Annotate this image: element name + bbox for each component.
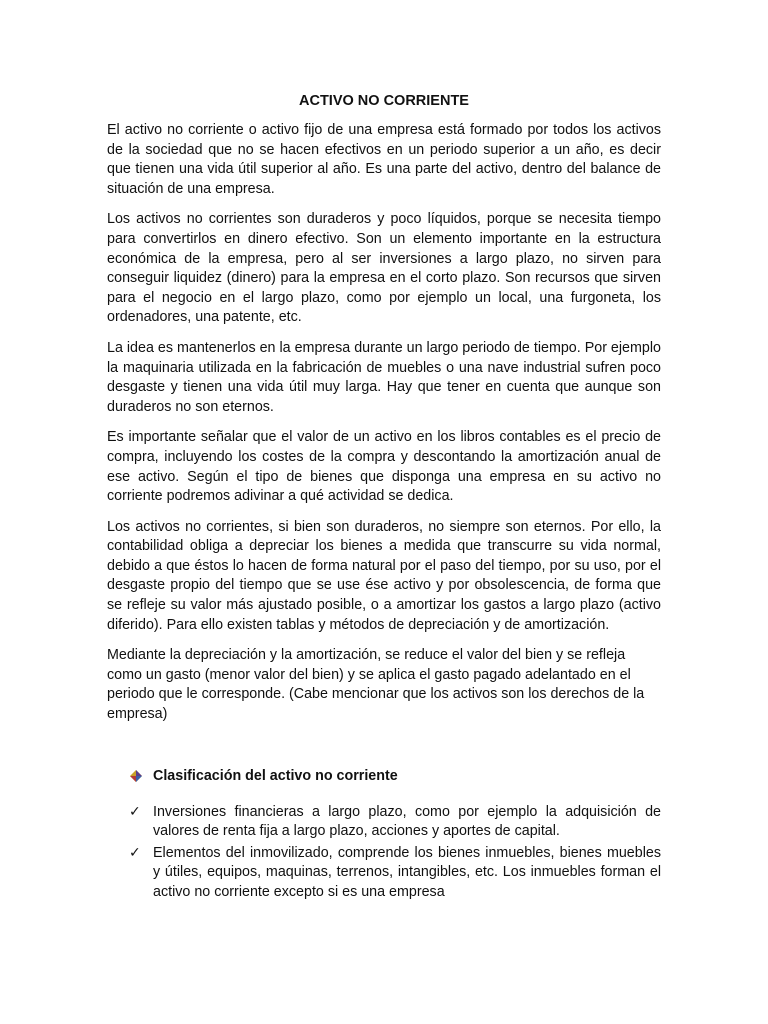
list-item-text: Inversiones financieras a largo plazo, como por ejemplo la adquisición de valores de renta fija a largo plazo, acciones y aportes de capital. <box>153 803 661 840</box>
checkmark-icon: ✓ <box>129 844 141 861</box>
checkmark-icon: ✓ <box>129 803 141 820</box>
diamond-bullet-icon <box>129 769 143 783</box>
list-item-text: Elementos del inmovilizado, comprende los bienes inmuebles, bienes muebles y útiles, equipos, maquinas, terrenos, intangibles, etc. Los inmuebles forman el activo no corriente excepto si es una empresa <box>153 844 661 900</box>
list-item <box>129 803 661 842</box>
paragraph-6: Mediante la depreciación y la amortización, se reduce el valor del bien y se refleja como un gasto (menor valor del bien) y se aplica el gasto pagado adelantado en el periodo que le corresponde. (Cabe mencionar que los activos son los derechos de la empresa) <box>107 647 645 723</box>
paragraph-4: Es importante señalar que el valor de un activo en los libros contables es el precio de compra, incluyendo los costes de la compra y descontando la amortización anual de ese activo. Según el tipo de bienes que disponga una empresa en su activo no corriente podremos adivinar a qué actividad se dedica. <box>107 429 661 505</box>
classification-list <box>129 803 661 903</box>
paragraph-2: Los activos no corrientes son duraderos y poco líquidos, porque se necesita tiempo para convertirlos en dinero efectivo. Son un elemento importante en la estructura económica de la empresa, pero al ser inversiones a largo plazo, no sirven para conseguir liquidez (dinero) para la empresa en el corto plazo. Son recursos que sirven para el negocio en el largo plazo, como por ejemplo un local, una furgoneta, los ordenadores, una patente, etc. <box>107 211 661 326</box>
paragraph-3: La idea es mantenerlos en la empresa durante un largo periodo de tiempo. Por ejemplo la maquinaria utilizada en la fabricación de muebles o una nave industrial sufren poco desgaste y tienen una vida útil muy larga. Hay que tener en cuenta que aunque son duraderos no son eternos. <box>107 339 661 415</box>
section-heading-text: Clasificación del activo no corriente <box>153 767 398 784</box>
document-page <box>107 92 661 919</box>
list-item <box>129 844 661 903</box>
paragraph-1: El activo no corriente o activo fijo de una empresa está formado por todos los activos de la sociedad que no se hacen efectivos en un periodo superior a un año, es decir que tienen una vida útil superior al año. Es una parte del activo, dentro del balance de situación de una empresa. <box>107 122 661 197</box>
page-title: ACTIVO NO CORRIENTE <box>299 93 469 109</box>
paragraph-5: Los activos no corrientes, si bien son duraderos, no siempre son eternos. Por ello, la contabilidad obliga a depreciar los bienes a medida que transcurre su vida normal, debido a que éstos lo hacen de forma natural por el paso del tiempo, por su uso, por el desgaste propio del tiempo que se use ése activo y por obsolescencia, de forma que se refleje su valor más ajustado posible, o a amortizar los gastos a largo plazo (activo diferido). Para ello existen tablas y métodos de depreciación y de amortización. <box>107 518 661 633</box>
section-heading <box>129 766 661 786</box>
